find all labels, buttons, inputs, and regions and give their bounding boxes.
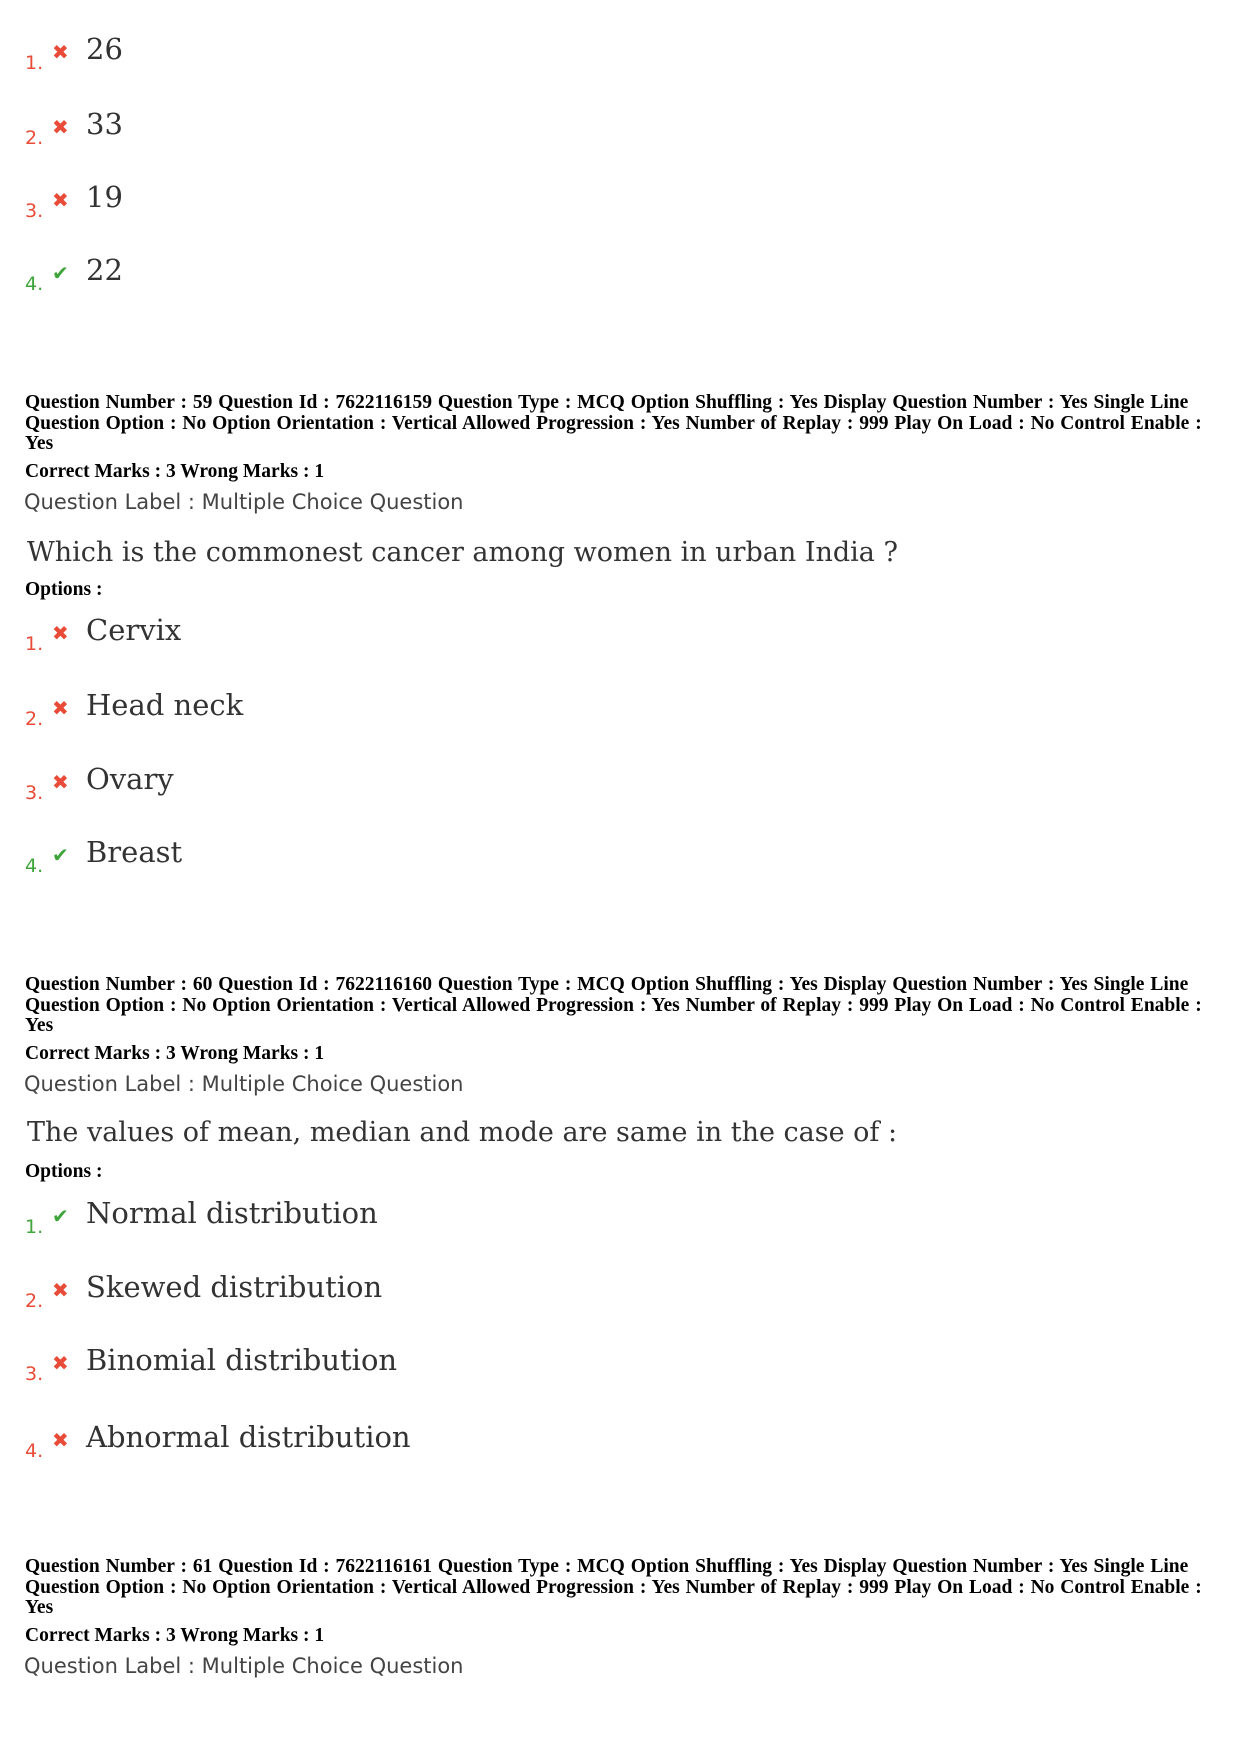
prev-option-3: [0, 178, 1200, 228]
option-number: 2.: [25, 127, 44, 149]
option-text: 33: [86, 107, 123, 141]
question-61-meta: Question Number : 61 Question Id : 7622116161 Question Type : MCQ Option Shuffling : Yes Display Question Number : Yes Single Line Question Option : No Option Orientation : Vertical Allowed Progression : Yes Number of Replay : 999 Play On Load : No Control Enable : Yes: [25, 1556, 1202, 1618]
q60-option-4: [0, 1418, 1200, 1468]
cross-icon: ✖: [52, 188, 69, 212]
option-number: 4.: [25, 855, 44, 877]
option-text: Abnormal distribution: [86, 1420, 411, 1454]
question-59-marks: Correct Marks : 3 Wrong Marks : 1: [25, 461, 325, 482]
cross-icon: ✖: [52, 40, 69, 64]
question-61-marks: Correct Marks : 3 Wrong Marks : 1: [25, 1625, 325, 1646]
check-icon: ✔: [52, 1204, 69, 1228]
option-text: Cervix: [86, 613, 182, 647]
option-text: Breast: [86, 835, 183, 869]
option-text: 22: [86, 253, 123, 287]
question-59-text: Which is the commonest cancer among women in urban India ?: [27, 537, 898, 568]
cross-icon: ✖: [52, 770, 69, 794]
question-59-meta: Question Number : 59 Question Id : 7622116159 Question Type : MCQ Option Shuffling : Yes Display Question Number : Yes Single Line Question Option : No Option Orientation : Vertical Allowed Progression : Yes Number of Replay : 999 Play On Load : No Control Enable : Yes: [25, 392, 1202, 454]
question-60-meta: Question Number : 60 Question Id : 7622116160 Question Type : MCQ Option Shuffling : Yes Display Question Number : Yes Single Line Question Option : No Option Orientation : Vertical Allowed Progression : Yes Number of Replay : 999 Play On Load : No Control Enable : Yes: [25, 974, 1202, 1036]
check-icon: ✔: [52, 261, 69, 285]
question-61-label: Question Label : Multiple Choice Question: [24, 1654, 464, 1678]
q60-option-1: [0, 1194, 1200, 1244]
option-number: 3.: [25, 200, 44, 222]
q60-option-2: [0, 1268, 1200, 1318]
option-number: 2.: [25, 708, 44, 730]
cross-icon: ✖: [52, 1428, 69, 1452]
question-59-label: Question Label : Multiple Choice Question: [24, 490, 464, 514]
q60-option-3: [0, 1341, 1200, 1391]
option-text: Normal distribution: [86, 1196, 378, 1230]
prev-option-4: [0, 251, 1200, 301]
option-number: 1.: [25, 1216, 44, 1238]
question-60-label: Question Label : Multiple Choice Question: [24, 1072, 464, 1096]
option-text: Binomial distribution: [86, 1343, 398, 1377]
q59-option-2: [0, 686, 1200, 736]
question-60-marks: Correct Marks : 3 Wrong Marks : 1: [25, 1043, 325, 1064]
q59-option-1: [0, 611, 1200, 661]
option-number: 4.: [25, 273, 44, 295]
prev-option-1: [0, 30, 1200, 80]
option-text: Ovary: [86, 762, 174, 796]
option-text: 26: [86, 32, 123, 66]
option-number: 4.: [25, 1440, 44, 1462]
q59-option-3: [0, 760, 1200, 810]
question-60-text: The values of mean, median and mode are same in the case of :: [27, 1117, 898, 1148]
option-number: 3.: [25, 782, 44, 804]
option-text: Skewed distribution: [86, 1270, 383, 1304]
cross-icon: ✖: [52, 1351, 69, 1375]
option-number: 3.: [25, 1363, 44, 1385]
option-number: 1.: [25, 52, 44, 74]
option-number: 2.: [25, 1290, 44, 1312]
option-text: Head neck: [86, 688, 244, 722]
question-59-options-label: Options :: [25, 579, 103, 600]
q59-option-4: [0, 833, 1200, 883]
cross-icon: ✖: [52, 696, 69, 720]
cross-icon: ✖: [52, 115, 69, 139]
option-number: 1.: [25, 633, 44, 655]
option-text: 19: [86, 180, 123, 214]
question-60-options-label: Options :: [25, 1161, 103, 1182]
cross-icon: ✖: [52, 1278, 69, 1302]
prev-option-2: [0, 105, 1200, 155]
cross-icon: ✖: [52, 621, 69, 645]
check-icon: ✔: [52, 843, 69, 867]
